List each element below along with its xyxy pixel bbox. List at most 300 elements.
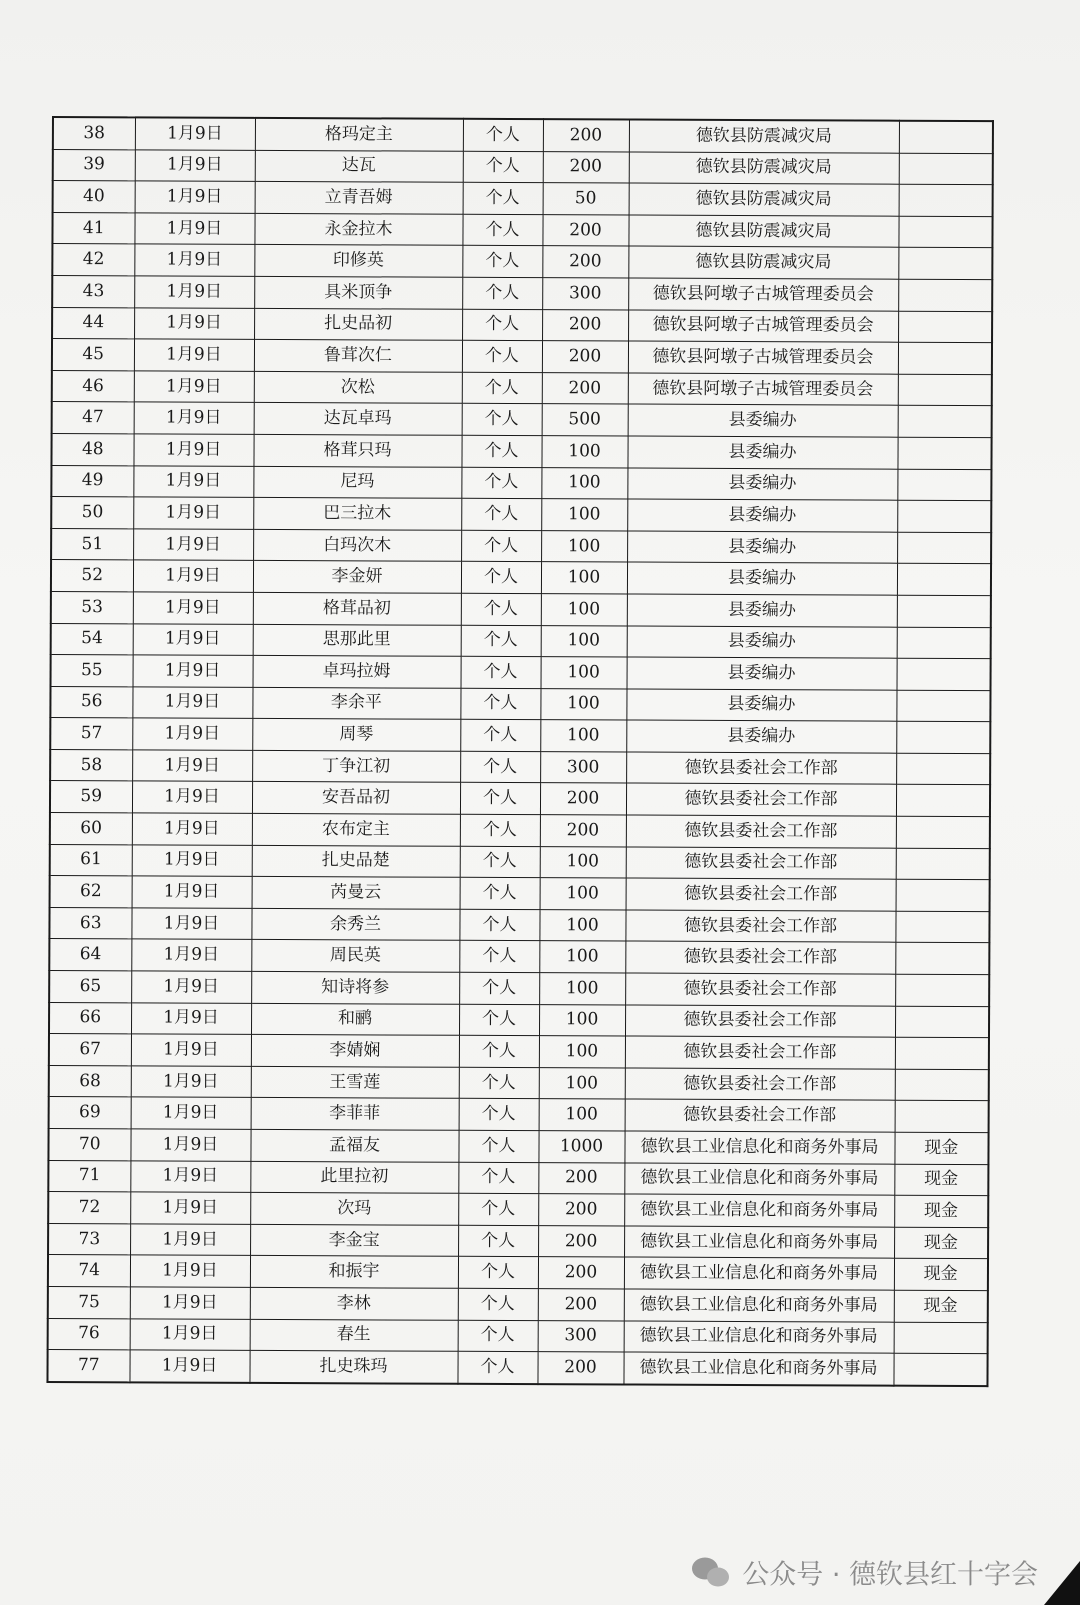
donation-date: 1月9日 (131, 939, 251, 971)
row-number: 42 (52, 244, 134, 276)
donor-name: 丁争江初 (252, 750, 460, 783)
payment-note (898, 279, 992, 311)
donor-type: 个人 (458, 1257, 538, 1289)
donor-type: 个人 (460, 720, 540, 752)
row-number: 65 (49, 971, 131, 1003)
donor-unit: 德钦县防震减灾局 (629, 152, 899, 185)
payment-note (894, 1322, 988, 1354)
donor-unit: 德钦县工业信息化和商务外事局 (624, 1321, 894, 1354)
donor-type: 个人 (457, 1351, 537, 1383)
row-number: 46 (52, 370, 134, 402)
row-number: 39 (53, 149, 135, 181)
payment-note (896, 879, 990, 911)
payment-note (897, 564, 991, 596)
donor-unit: 德钦县工业信息化和商务外事局 (624, 1131, 894, 1164)
wechat-icon (692, 1555, 732, 1589)
row-number: 38 (53, 117, 135, 149)
row-number: 61 (50, 844, 132, 876)
payment-note (895, 1069, 989, 1101)
donor-type: 个人 (461, 435, 541, 467)
row-number: 71 (48, 1160, 130, 1192)
donor-unit: 德钦县委社会工作部 (625, 1036, 895, 1069)
table-row (53, 149, 993, 185)
donor-type: 个人 (462, 309, 542, 341)
donor-type: 个人 (458, 1162, 538, 1194)
table-row (49, 1002, 989, 1038)
donor-unit: 德钦县委社会工作部 (625, 1068, 895, 1101)
donor-unit: 县委编办 (627, 594, 897, 627)
payment-note (896, 690, 990, 722)
table-row (51, 560, 991, 596)
donation-date: 1月9日 (130, 1318, 250, 1350)
donor-unit: 县委编办 (627, 657, 897, 690)
payment-note: 现金 (894, 1290, 988, 1322)
donor-type: 个人 (458, 1193, 538, 1225)
payment-note (897, 500, 991, 532)
donation-amount: 100 (541, 467, 627, 499)
table-row (51, 528, 991, 564)
donor-unit: 德钦县防震减灾局 (628, 215, 898, 248)
donation-date: 1月9日 (130, 1160, 250, 1192)
donor-unit: 县委编办 (627, 562, 897, 595)
donation-amount: 100 (539, 973, 625, 1005)
donor-type: 个人 (463, 151, 543, 183)
donation-amount: 100 (539, 1036, 625, 1068)
table-row (50, 686, 990, 722)
donor-name: 余秀兰 (251, 908, 459, 941)
donor-unit: 德钦县委社会工作部 (625, 941, 895, 974)
row-number: 60 (50, 813, 132, 845)
table-row (48, 1223, 988, 1259)
donation-date: 1月9日 (134, 213, 254, 245)
donor-type: 个人 (458, 1225, 538, 1257)
table-row (50, 813, 990, 849)
donor-unit: 德钦县工业信息化和商务外事局 (624, 1194, 894, 1227)
donor-type: 个人 (460, 751, 540, 783)
donation-amount: 200 (538, 1257, 624, 1289)
donor-name: 扎史珠玛 (249, 1351, 457, 1384)
donor-type: 个人 (462, 277, 542, 309)
row-number: 69 (49, 1097, 131, 1129)
donor-name: 李余平 (252, 687, 460, 720)
table-row (52, 244, 992, 280)
donor-type: 个人 (462, 340, 542, 372)
donor-name: 芮曼云 (252, 877, 460, 910)
donor-name: 和鹂 (251, 1003, 459, 1036)
donation-amount: 100 (539, 1099, 625, 1131)
donor-unit: 德钦县委社会工作部 (625, 1099, 895, 1132)
row-number: 54 (51, 623, 133, 655)
watermark (692, 1553, 1038, 1592)
donation-date: 1月9日 (131, 1066, 251, 1098)
payment-note (896, 848, 990, 880)
donation-table (46, 116, 994, 1387)
table-row (50, 718, 990, 754)
row-number: 50 (51, 497, 133, 529)
payment-note: 现金 (894, 1132, 988, 1164)
donation-amount: 100 (540, 720, 626, 752)
donation-amount: 100 (539, 1004, 625, 1036)
donation-amount: 100 (541, 657, 627, 689)
payment-note (897, 469, 991, 501)
row-number: 48 (51, 433, 133, 465)
donation-date: 1月9日 (134, 307, 254, 339)
donor-name: 李金宝 (250, 1224, 458, 1257)
row-number: 45 (52, 339, 134, 371)
donor-name: 知诗将参 (251, 971, 459, 1004)
donation-amount: 100 (541, 436, 627, 468)
donation-date: 1月9日 (134, 276, 254, 308)
payment-note (897, 658, 991, 690)
donor-unit: 德钦县委社会工作部 (625, 1005, 895, 1038)
row-number: 77 (47, 1350, 129, 1382)
row-number: 75 (48, 1286, 130, 1318)
donation-amount: 100 (539, 1067, 625, 1099)
donation-date: 1月9日 (130, 1192, 250, 1224)
donor-name: 李婧娴 (251, 1035, 459, 1068)
row-number: 55 (51, 655, 133, 687)
donor-name: 鲁茸次仁 (254, 340, 462, 373)
donation-date: 1月9日 (132, 750, 252, 782)
donor-unit: 县委编办 (627, 436, 897, 469)
payment-note (897, 532, 991, 564)
donor-type: 个人 (460, 688, 540, 720)
donation-amount: 200 (542, 246, 628, 278)
donation-date: 1月9日 (133, 560, 253, 592)
donation-amount: 200 (542, 341, 628, 373)
donation-date: 1月9日 (135, 117, 255, 150)
donor-unit: 德钦县工业信息化和商务外事局 (624, 1226, 894, 1259)
donor-unit: 县委编办 (626, 720, 896, 753)
payment-note (898, 248, 992, 280)
donor-name: 巴三拉木 (253, 498, 461, 531)
payment-note (898, 406, 992, 438)
donor-unit: 德钦县阿墩子古城管理委员会 (628, 373, 898, 406)
donor-unit: 德钦县工业信息化和商务外事局 (623, 1352, 893, 1385)
row-number: 56 (50, 686, 132, 718)
table-row (51, 623, 991, 659)
donation-date: 1月9日 (132, 845, 252, 877)
table-row (49, 1097, 989, 1133)
payment-note: 现金 (894, 1227, 988, 1259)
row-number: 63 (49, 907, 131, 939)
donor-type: 个人 (461, 467, 541, 499)
row-number: 52 (51, 560, 133, 592)
table-row (50, 749, 990, 785)
donation-amount: 200 (540, 783, 626, 815)
donation-amount: 200 (543, 119, 629, 151)
donor-unit: 德钦县工业信息化和商务外事局 (624, 1257, 894, 1290)
donation-date: 1月9日 (131, 908, 251, 940)
table-row (49, 939, 989, 975)
payment-note (896, 816, 990, 848)
donation-date: 1月9日 (131, 1097, 251, 1129)
donation-amount: 100 (540, 688, 626, 720)
donor-unit: 德钦县防震减灾局 (629, 120, 899, 153)
table-row (53, 117, 993, 153)
table-row (48, 1318, 988, 1354)
donation-date: 1月9日 (132, 687, 252, 719)
donor-unit: 德钦县阿墩子古城管理委员会 (628, 310, 898, 343)
donation-date: 1月9日 (130, 1287, 250, 1319)
donor-unit: 县委编办 (627, 499, 897, 532)
donor-unit: 县委编办 (626, 689, 896, 722)
table-row (52, 339, 992, 375)
table-row (48, 1160, 988, 1196)
payment-note: 现金 (894, 1164, 988, 1196)
donor-unit: 县委编办 (627, 626, 897, 659)
table-row (50, 781, 990, 817)
donor-name: 孟福友 (250, 1129, 458, 1162)
donor-name: 立青吾姆 (255, 182, 463, 215)
row-number: 72 (48, 1192, 130, 1224)
payment-note (896, 785, 990, 817)
donor-name: 达瓦卓玛 (254, 403, 462, 436)
row-number: 58 (50, 749, 132, 781)
donor-name: 尼玛 (253, 466, 461, 499)
donor-name: 达瓦 (255, 150, 463, 183)
table-row (51, 465, 991, 501)
row-number: 59 (50, 781, 132, 813)
donor-type: 个人 (460, 814, 540, 846)
donor-type: 个人 (462, 404, 542, 436)
donor-unit: 德钦县委社会工作部 (625, 973, 895, 1006)
table-row (48, 1286, 988, 1322)
donation-date: 1月9日 (130, 1129, 250, 1161)
donor-unit: 德钦县委社会工作部 (626, 752, 896, 785)
row-number: 43 (52, 275, 134, 307)
table-row (51, 497, 991, 533)
table-row (48, 1128, 988, 1164)
donor-type: 个人 (459, 1036, 539, 1068)
payment-note: 现金 (894, 1195, 988, 1227)
table-row (52, 275, 992, 311)
donation-amount: 200 (538, 1289, 624, 1321)
donor-name: 周琴 (252, 719, 460, 752)
donation-amount: 100 (541, 562, 627, 594)
donation-amount: 200 (543, 151, 629, 183)
table-row (52, 212, 992, 248)
donor-type: 个人 (459, 972, 539, 1004)
donor-type: 个人 (460, 783, 540, 815)
donor-name: 此里拉初 (250, 1161, 458, 1194)
row-number: 76 (48, 1318, 130, 1350)
donor-name: 永金拉木 (254, 213, 462, 246)
donation-amount: 100 (541, 625, 627, 657)
donor-unit: 德钦县防震减灾局 (628, 246, 898, 279)
donor-type: 个人 (459, 1099, 539, 1131)
donor-name: 次松 (254, 371, 462, 404)
donation-date: 1月9日 (132, 781, 252, 813)
row-number: 44 (52, 307, 134, 339)
row-number: 67 (49, 1034, 131, 1066)
payment-note (897, 627, 991, 659)
donor-type: 个人 (463, 119, 543, 151)
donation-amount: 300 (540, 752, 626, 784)
donation-amount: 100 (541, 594, 627, 626)
payment-note (895, 1006, 989, 1038)
donor-unit: 德钦县委社会工作部 (626, 783, 896, 816)
donation-amount: 200 (542, 214, 628, 246)
donation-date: 1月9日 (132, 813, 252, 845)
payment-note (898, 311, 992, 343)
donor-unit: 德钦县委社会工作部 (626, 815, 896, 848)
row-number: 62 (50, 876, 132, 908)
row-number: 57 (50, 718, 132, 750)
donation-amount: 100 (539, 941, 625, 973)
payment-note: 现金 (894, 1259, 988, 1291)
donor-name: 印修英 (254, 245, 462, 278)
donation-date: 1月9日 (131, 1034, 251, 1066)
donor-type: 个人 (461, 530, 541, 562)
donor-name: 王雪莲 (251, 1066, 459, 1099)
row-number: 49 (51, 465, 133, 497)
donor-type: 个人 (461, 562, 541, 594)
payment-note (899, 184, 993, 216)
donor-type: 个人 (458, 1320, 538, 1352)
donor-name: 格玛定主 (255, 118, 463, 151)
donation-date: 1月9日 (133, 592, 253, 624)
table-row (53, 181, 993, 217)
row-number: 51 (51, 528, 133, 560)
row-number: 40 (53, 181, 135, 213)
donation-date: 1月9日 (130, 1255, 250, 1287)
donation-amount: 100 (539, 909, 625, 941)
table-row (47, 1350, 987, 1386)
donation-amount: 100 (541, 530, 627, 562)
donor-type: 个人 (459, 909, 539, 941)
table-row (52, 307, 992, 343)
table-row (49, 1065, 989, 1101)
donation-date: 1月9日 (130, 1224, 250, 1256)
donor-unit: 德钦县阿墩子古城管理委员会 (628, 278, 898, 311)
donor-type: 个人 (463, 182, 543, 214)
donor-name: 春生 (250, 1319, 458, 1352)
payment-note (895, 943, 989, 975)
donor-type: 个人 (460, 878, 540, 910)
donation-amount: 200 (542, 309, 628, 341)
row-number: 41 (52, 212, 134, 244)
donor-unit: 德钦县工业信息化和商务外事局 (624, 1163, 894, 1196)
row-number: 53 (51, 591, 133, 623)
table-row (50, 876, 990, 912)
donor-unit: 德钦县委社会工作部 (626, 878, 896, 911)
payment-note (898, 374, 992, 406)
donation-table-wrapper (46, 116, 992, 1387)
donation-date: 1月9日 (131, 971, 251, 1003)
watermark-text: 公众号 · 德钦县红十字会 (742, 1559, 1038, 1591)
donation-date: 1月9日 (129, 1350, 249, 1383)
donation-date: 1月9日 (133, 623, 253, 655)
donation-date: 1月9日 (134, 244, 254, 276)
donation-amount: 100 (540, 878, 626, 910)
row-number: 64 (49, 939, 131, 971)
table-row (48, 1255, 988, 1291)
payment-note (895, 1101, 989, 1133)
donor-unit: 德钦县工业信息化和商务外事局 (624, 1289, 894, 1322)
donor-name: 李金妍 (253, 561, 461, 594)
donation-amount: 200 (538, 1225, 624, 1257)
donor-name: 周民英 (251, 940, 459, 973)
payment-note (893, 1353, 987, 1386)
donor-type: 个人 (462, 372, 542, 404)
payment-note (895, 974, 989, 1006)
table-row (52, 402, 992, 438)
donation-amount: 200 (540, 815, 626, 847)
donor-name: 卓玛拉姆 (253, 655, 461, 688)
donor-unit: 县委编办 (627, 468, 897, 501)
donor-name: 次玛 (250, 1193, 458, 1226)
table-row (48, 1192, 988, 1228)
donation-amount: 100 (541, 499, 627, 531)
payment-note (899, 153, 993, 185)
donation-date: 1月9日 (131, 1002, 251, 1034)
row-number: 66 (49, 1002, 131, 1034)
donation-amount: 200 (542, 372, 628, 404)
donor-type: 个人 (462, 214, 542, 246)
payment-note (898, 342, 992, 374)
table-row (50, 844, 990, 880)
table-row (51, 655, 991, 691)
donation-date: 1月9日 (132, 718, 252, 750)
donation-date: 1月9日 (135, 181, 255, 213)
donor-unit: 德钦县委社会工作部 (625, 910, 895, 943)
donor-type: 个人 (458, 1288, 538, 1320)
row-number: 68 (49, 1065, 131, 1097)
donor-type: 个人 (462, 246, 542, 278)
donor-type: 个人 (459, 1004, 539, 1036)
table-row (51, 433, 991, 469)
payment-note (896, 753, 990, 785)
donor-type: 个人 (461, 593, 541, 625)
donation-date: 1月9日 (133, 434, 253, 466)
donor-name: 李林 (250, 1287, 458, 1320)
donation-date: 1月9日 (133, 529, 253, 561)
donor-type: 个人 (461, 625, 541, 657)
donation-amount: 500 (542, 404, 628, 436)
donor-unit: 县委编办 (627, 531, 897, 564)
donor-type: 个人 (461, 498, 541, 530)
row-number: 70 (48, 1128, 130, 1160)
table-row (49, 971, 989, 1007)
donation-date: 1月9日 (134, 339, 254, 371)
donation-date: 1月9日 (132, 876, 252, 908)
donor-name: 安吾品初 (252, 782, 460, 815)
table-row (51, 591, 991, 627)
donation-amount: 100 (540, 846, 626, 878)
payment-note (895, 1037, 989, 1069)
donation-amount: 200 (538, 1162, 624, 1194)
payment-note (897, 437, 991, 469)
donor-type: 个人 (460, 846, 540, 878)
donation-amount: 200 (537, 1352, 623, 1384)
donor-name: 和振宇 (250, 1256, 458, 1289)
donor-name: 李菲菲 (251, 1098, 459, 1131)
donor-name: 扎史品初 (254, 308, 462, 341)
donor-name: 白玛次木 (253, 529, 461, 562)
payment-note (897, 595, 991, 627)
table-row (49, 907, 989, 943)
donation-date: 1月9日 (133, 465, 253, 497)
donor-unit: 德钦县委社会工作部 (626, 847, 896, 880)
donation-amount: 1000 (538, 1131, 624, 1163)
table-row (49, 1034, 989, 1070)
payment-note (895, 911, 989, 943)
donation-date: 1月9日 (134, 402, 254, 434)
donation-date: 1月9日 (135, 149, 255, 181)
donation-table-body (47, 117, 993, 1386)
table-row (52, 370, 992, 406)
